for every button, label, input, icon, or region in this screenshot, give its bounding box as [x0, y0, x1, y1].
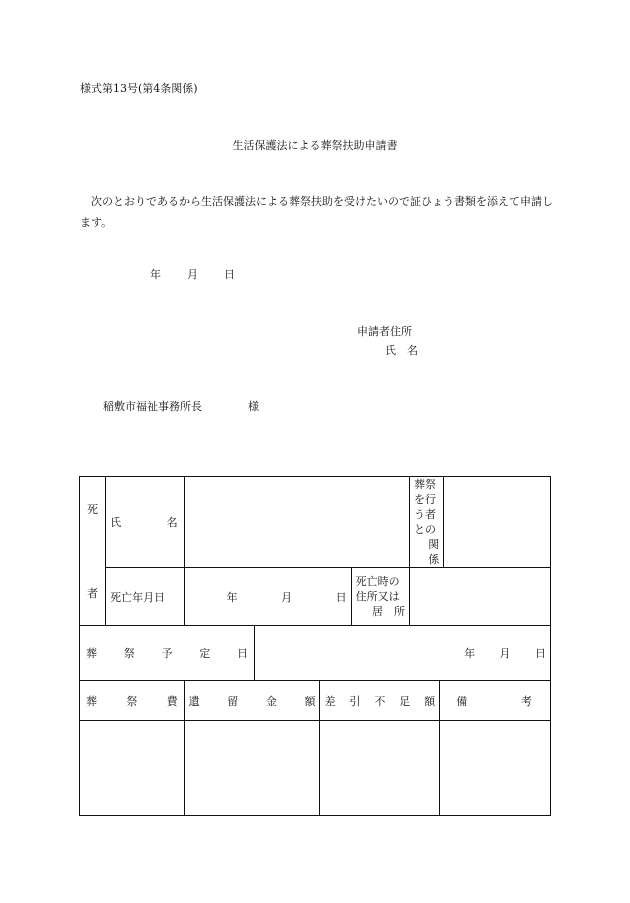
- shortfall-label-4: 足: [399, 694, 411, 708]
- scheduled-month-label: 月: [499, 647, 511, 660]
- deceased-char-2: 者: [87, 587, 99, 600]
- applicant-address-label: 申請者住所: [357, 325, 412, 338]
- name-label-cell: [106, 477, 184, 568]
- estate-label-3: 金: [265, 694, 277, 708]
- estate-label-2: 留: [227, 694, 239, 708]
- name-label-1: 氏: [110, 516, 122, 529]
- cost-value[interactable]: [80, 721, 185, 816]
- death-address-line-3: 居 所: [372, 605, 406, 618]
- intro-text: 次のとおりであるから生活保護法による葬祭扶助を受けたいので証ひょう書類を添えて申請します。: [80, 195, 553, 229]
- scheduled-day-label: 日: [534, 647, 546, 660]
- shortfall-label-3: 不: [374, 694, 386, 708]
- relation-label: [410, 477, 451, 568]
- relation-value[interactable]: [444, 477, 551, 568]
- death-day-label: 日: [335, 590, 347, 604]
- estate-label-4: 額: [304, 694, 316, 708]
- death-year-label: 年: [226, 590, 238, 604]
- shortfall-value[interactable]: [320, 721, 440, 816]
- death-month-label: 月: [281, 590, 293, 604]
- relation-line-1: 葬祭を行: [414, 478, 437, 506]
- death-address-line-2: 住所又は: [355, 590, 400, 603]
- cost-label-1: 葬: [86, 694, 97, 708]
- relation-line-2: う者との: [414, 508, 437, 536]
- cost-label-3: 費: [166, 694, 178, 708]
- name-label-2: 名: [166, 516, 178, 529]
- scheduled-date-value[interactable]: [255, 626, 551, 681]
- day-label: 日: [224, 268, 235, 281]
- scheduled-label-2: 祭: [123, 647, 135, 660]
- form-number: 様式第13号(第4条関係): [80, 82, 198, 95]
- deceased-header: [80, 477, 106, 626]
- scheduled-date-label: [80, 626, 255, 681]
- application-date: [150, 266, 235, 282]
- page-title: 生活保護法による葬祭扶助申請書: [232, 139, 398, 152]
- death-address-line-1: 死亡時の: [355, 575, 400, 588]
- death-address-value[interactable]: [410, 568, 551, 626]
- shortfall-label-2: 引: [349, 694, 361, 708]
- estate-value[interactable]: [184, 721, 320, 816]
- scheduled-label-4: 定: [199, 647, 211, 660]
- deceased-char-1: 死: [87, 503, 99, 516]
- funeral-aid-table: [79, 476, 551, 816]
- shortfall-header: [320, 681, 440, 721]
- estate-label-1: 遺: [188, 694, 200, 708]
- applicant-name-label: 氏 名: [385, 344, 418, 357]
- year-label: 年: [150, 268, 161, 281]
- estate-header: [184, 681, 320, 721]
- scheduled-label-5: 日: [237, 647, 249, 660]
- cost-header: [80, 681, 185, 721]
- death-address-label: [351, 568, 409, 626]
- shortfall-label-5: 額: [424, 694, 436, 708]
- name-value[interactable]: [184, 477, 409, 568]
- scheduled-label-1: 葬: [86, 647, 97, 660]
- addressee-honorific: 様: [248, 400, 259, 413]
- scheduled-year-label: 年: [464, 647, 476, 660]
- addressee: [103, 398, 259, 414]
- addressee-office: 稲敷市福祉事務所長: [103, 400, 202, 413]
- month-label: 月: [187, 268, 198, 281]
- death-date-value[interactable]: [184, 568, 351, 626]
- remarks-value[interactable]: [440, 721, 551, 816]
- remarks-header: [440, 681, 551, 721]
- remarks-label-1: 備: [456, 694, 468, 708]
- scheduled-label-3: 予: [161, 647, 173, 660]
- relation-line-3: 関 係: [428, 538, 451, 566]
- death-date-label: 死亡年月日: [106, 568, 184, 626]
- remarks-label-2: 考: [521, 694, 532, 708]
- shortfall-label-1: 差: [324, 694, 336, 708]
- cost-label-2: 祭: [126, 694, 138, 708]
